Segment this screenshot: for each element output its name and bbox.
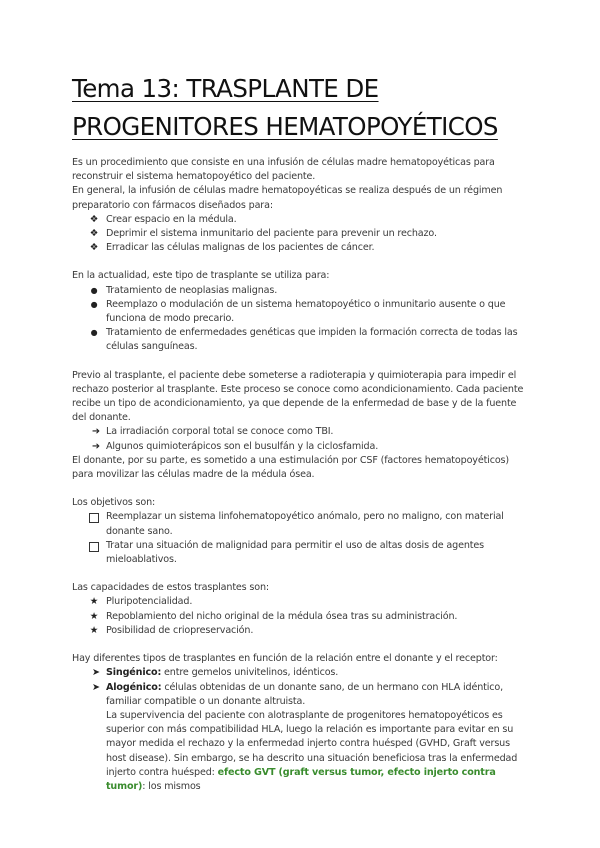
list-item: ➤ Alogénico: células obtenidas de un donante sano, de un hermano con HLA idéntico, familiar compatible o un donante altruista. La supervivencia del paciente con alotrasplante de progenitores hematopoyéticos es superior con más compatibilidad HLA, luego la relación es importante para evitar en su mayor medida el rechazo y la enfermedad injerto contra huésped (GVHD, Graft versus host disease). Sin embargo, se ha descrito una situación beneficiosa tras la enfermedad injerto contra huésped: efecto GVT (graft versus tumor, efecto injerto contra tumor): los mismos <box>72 681 528 795</box>
conditioning-section <box>72 369 528 483</box>
diamond-bullet-icon: ❖ <box>89 213 99 225</box>
conditioning-list <box>72 425 528 453</box>
arrowhead-bullet-icon: ➤ <box>92 681 100 693</box>
intro-paragraph-2: En general, la infusión de células madre hematopoyéticas se realiza después de un régimen preparatorio con fármacos diseñados para: <box>72 185 503 211</box>
capabilities-heading: Las capacidades de estos trasplantes son: <box>72 582 270 594</box>
page-title <box>72 0 600 146</box>
list-item: ➔ Algunos quimioterápicos son el busulfán y la ciclosfamida. <box>72 440 528 454</box>
list-item: Reemplazar un sistema linfohematopoyético anómalo, pero no maligno, con material donante sano. <box>72 510 528 538</box>
arrow-bullet-icon: ➔ <box>92 440 100 452</box>
intro-section <box>72 156 528 255</box>
list-item: ● Reemplazo o modulación de un sistema hematopoyético o inmunitario ausente o que funciona de modo precario. <box>72 298 528 326</box>
title-line-1: Tema 13: TRASPLANTE DE <box>72 74 379 103</box>
allogeneic-paragraph: La supervivencia del paciente con alotrasplante de progenitores hematopoyéticos es superior con más compatibilidad HLA, luego la relación es importante para evitar en su mayor medida el rechazo y la enfermedad injerto contra huésped (GVHD, Graft versus host disease). Sin embargo, se ha descrito una situación beneficiosa tras la enfermedad injerto contra huésped: efecto GVT (graft versus tumor, efecto injerto contra tumor): los mismos <box>106 709 518 792</box>
list-item: ➤ Singénico: entre gemelos univitelinos, idénticos. <box>72 666 528 680</box>
capabilities-section <box>72 581 528 638</box>
arrowhead-bullet-icon: ➤ <box>92 667 100 679</box>
dot-bullet-icon: ● <box>90 299 98 309</box>
dot-bullet-icon: ● <box>90 328 98 338</box>
types-heading: Hay diferentes tipos de trasplantes en función de la relación entre el donante y el receptor: <box>72 653 498 665</box>
allogeneic-label: Alogénico: <box>106 681 162 693</box>
gvt-effect-highlight: efecto GVT (graft versus tumor, efecto injerto contra tumor) <box>106 766 496 792</box>
checkbox-icon <box>89 513 99 523</box>
syngeneic-label: Singénico: <box>106 667 162 679</box>
dot-bullet-icon: ● <box>90 285 98 295</box>
diamond-bullet-icon: ❖ <box>89 242 99 254</box>
document-body <box>72 156 528 794</box>
objectives-list <box>72 510 528 567</box>
list-item: ★ Posibilidad de criopreservación. <box>72 624 528 638</box>
list-item: ● Tratamiento de neoplasias malignas. <box>72 284 528 298</box>
list-item: ★ Repoblamiento del nicho original de la médula ósea tras su administración. <box>72 610 528 624</box>
list-item: ● Tratamiento de enfermedades genéticas que impiden la formación correcta de todas las células sanguíneas. <box>72 326 528 354</box>
types-section <box>72 652 528 794</box>
uses-section <box>72 269 528 354</box>
list-item: ❖ Crear espacio en la médula. <box>72 213 528 227</box>
star-bullet-icon: ★ <box>89 624 99 636</box>
list-item: ➔ La irradiación corporal total se conoce como TBI. <box>72 425 528 439</box>
list-item: ★ Pluripotencialidad. <box>72 595 528 609</box>
title-line-2: PROGENITORES HEMATOPOYÉTICOS <box>72 112 498 141</box>
list-item: Tratar una situación de malignidad para permitir el uso de altas dosis de agentes mieloablativos. <box>72 539 528 567</box>
intro-list <box>72 213 528 256</box>
checkbox-icon <box>89 542 99 552</box>
objectives-section <box>72 496 528 567</box>
conditioning-paragraph-1: Previo al trasplante, el paciente debe someterse a radioterapia y quimioterapia para impedir el rechazo posterior al trasplante. Este proceso se conoce como acondicionamiento. Cada paciente recibe un tipo de acondicionamiento, ya que depende de la enfermedad de base y de la fuente del donante. <box>72 369 524 424</box>
arrow-bullet-icon: ➔ <box>92 426 100 438</box>
types-list <box>72 666 528 794</box>
conditioning-paragraph-2: El donante, por su parte, es sometido a una estimulación por CSF (factores hematopoyéticos) para movilizar las células madre de la médula ósea. <box>72 454 509 481</box>
list-item: ❖ Deprimir el sistema inmunitario del paciente para prevenir un rechazo. <box>72 227 528 241</box>
uses-list <box>72 284 528 355</box>
list-item: ❖ Erradicar las células malignas de los pacientes de cáncer. <box>72 241 528 255</box>
intro-paragraph-1: Es un procedimiento que consiste en una infusión de células madre hematopoyéticas para reconstruir el sistema hematopoyético del paciente. <box>72 157 495 183</box>
star-bullet-icon: ★ <box>89 596 99 608</box>
capabilities-list <box>72 595 528 638</box>
objectives-heading: Los objetivos son: <box>72 497 156 509</box>
star-bullet-icon: ★ <box>89 610 99 622</box>
diamond-bullet-icon: ❖ <box>89 228 99 240</box>
uses-heading: En la actualidad, este tipo de trasplante se utiliza para: <box>72 270 330 282</box>
